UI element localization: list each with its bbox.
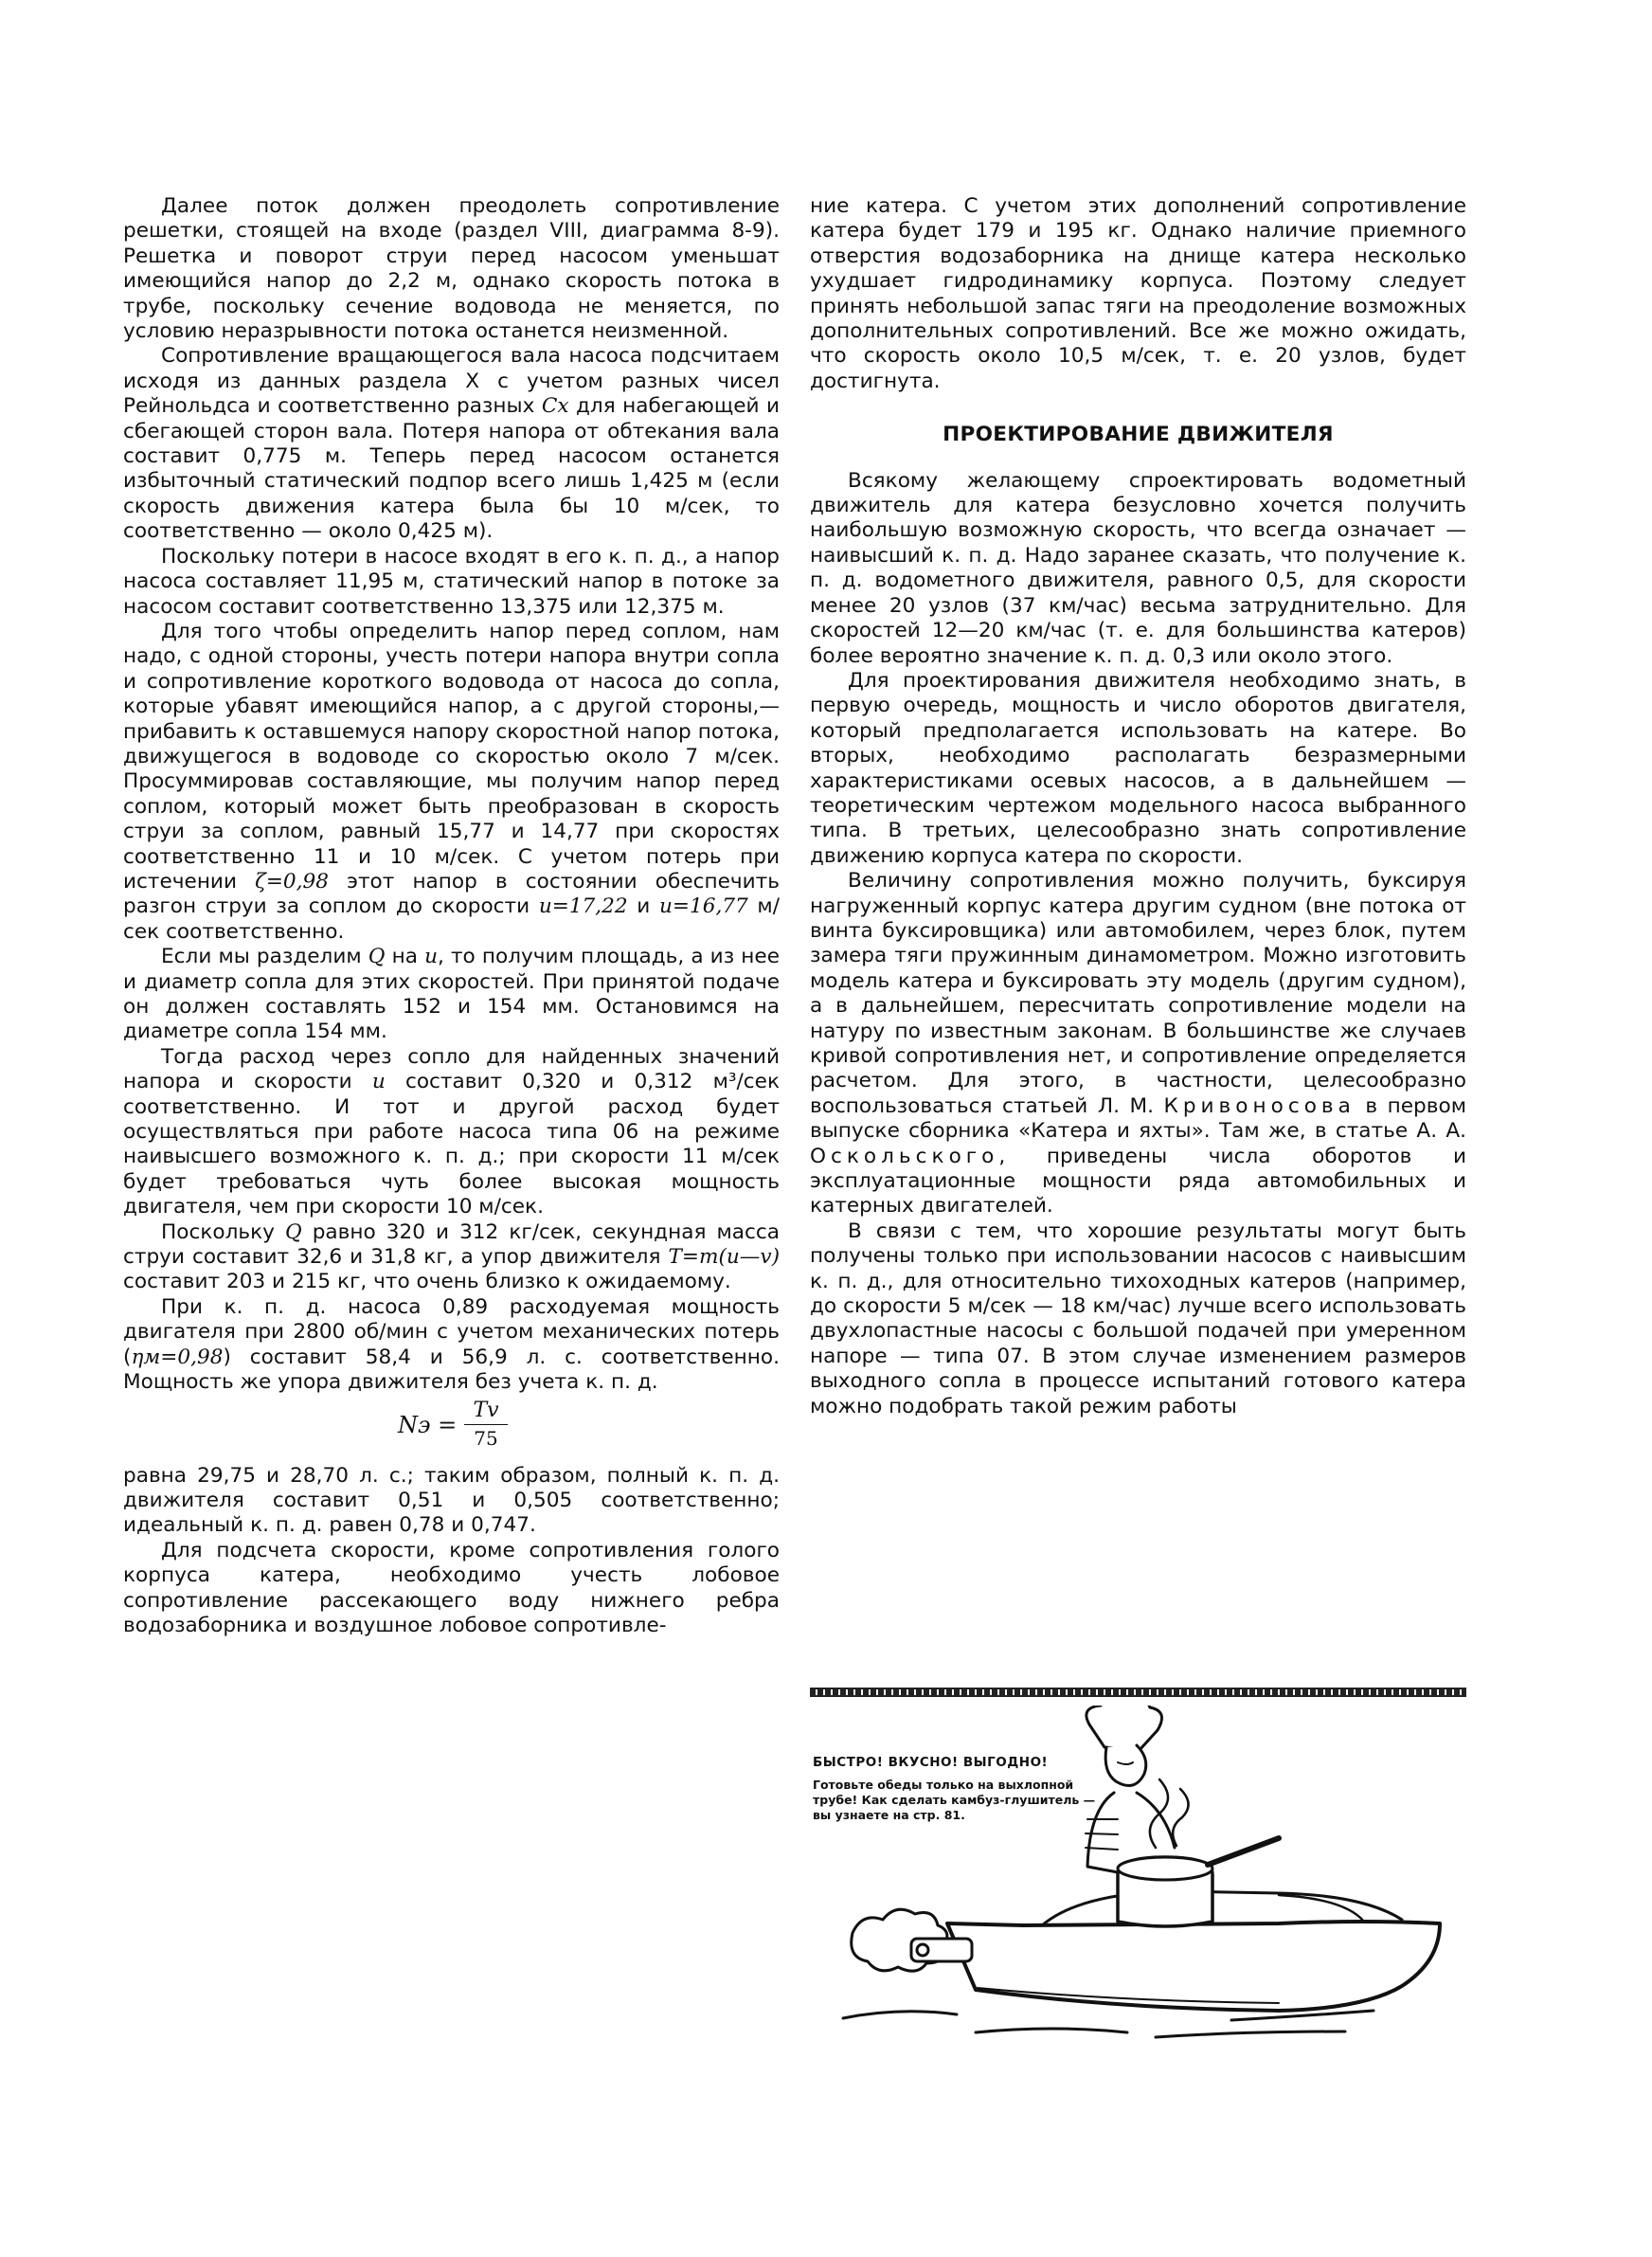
author-name: Кривоносова	[1163, 1093, 1356, 1118]
paragraph: При к. п. д. насоса 0,89 расходуемая мощность двигателя при 2800 об/мин с учетом механических потерь (ηм=0,98) составит 58,4 и 56,9 л. с. соответственно. Мощность же упора движителя без учета к. п. д.	[123, 1294, 780, 1395]
section-heading: ПРОЕКТИРОВАНИЕ ДВИЖИТЕЛЯ	[943, 423, 1334, 447]
paragraph: равна 29,75 и 28,70 л. с.; таким образом, полный к. п. д. движителя составит 0,51 и 0,505 соответственно; идеальный к. п. д. равен 0,78 и 0,747.	[123, 1463, 780, 1538]
paragraph: Поскольку потери в насосе входят в его к. п. д., а напор насоса составляет 11,95 м, статический напор в потоке за насосом составит соответственно 13,375 или 12,375 м.	[123, 544, 780, 619]
formula-numerator: Tv	[464, 1398, 508, 1425]
paragraph: В связи с тем, что хорошие результаты могут быть получены только при использовании насосов с наивысшим к. п. д., для относительно тихоходных катеров (например, до скорости 5 м/сек — 18 км/час) лучше всего использовать двухлопастные насосы с большой подачей при умеренном напоре — типа 07. В этом случае изменением размеров выходного сопла в процессе испытаний готового катера можно подобрать такой режим работы	[810, 1219, 1466, 1418]
math-var: Q	[368, 945, 386, 969]
paragraph: Величину сопротивления можно получить, буксируя нагруженный корпус катера другим судном (вне потока от винта буксировщика) или автомобилем, через блок, путем замера тяги пружинным динамометром. Можно изготовить модель катера и буксировать эту модель (другим судном), а в дальнейшем, пересчитать сопротивление модели на натуру по известным законам. В большинстве же случаев кривой сопротивления нет, и сопротивление определяется расчетом. Для этого, в частности, целесообразно воспользоваться статьей Л. М. Кривоносова в первом выпуске сборника «Катера и яхты». Там же, в статье А. А. Оскольского, приведены числа оборотов и эксплуатационные мощности ряда автомобильных и катерных двигателей.	[810, 869, 1466, 1219]
author-name: Оскольского	[810, 1144, 999, 1168]
paragraph: Далее поток должен преодолеть сопротивление решетки, стоящей на входе (раздел VIII, диаграмма 8-9). Решетка и поворот струи перед насосом уменьшат имеющийся напор до 2,2 м, однако скорость потока в трубе, поскольку сечение водовода не меняется, по условию неразрывности потока останется неизменной.	[123, 194, 780, 344]
math-var: ζ=0,98	[255, 869, 329, 894]
paragraph: Тогда расход через сопло для найденных значений напора и скорости u составит 0,320 и 0,312 м³/сек соответственно. И тот и другой расход будет осуществляться при работе насоса типа 06 на режиме наивысшего возможного к. п. д.; при скорости 11 м/сек будет требоваться чуть более высокая мощность двигателя, чем при скорости 10 м/сек.	[123, 1044, 780, 1219]
math-var: u	[424, 945, 438, 969]
paragraph: Если мы разделим Q на u, то получим площадь, а из нее и диаметр сопла для этих скоростей. При принятой подаче он должен составлять 152 и 154 мм. Остановимся на диаметре сопла 154 мм.	[123, 945, 780, 1044]
math-var: u	[371, 1070, 386, 1094]
paragraph: Сопротивление вращающегося вала насоса подсчитаем исходя из данных раздела X с учетом разных чисел Рейнольдса и соответственно разных Cx для набегающей и сбегающей сторон вала. Потеря напора от обтекания вала составит 0,775 м. Теперь перед насосом останется избыточный статический подпор всего лишь 1,425 м (если скорость движения катера была бы 10 м/сек, то соответственно — около 0,425 м).	[123, 344, 781, 544]
left-column	[123, 194, 780, 1638]
formula-fraction	[464, 1398, 508, 1452]
paragraph: Для подсчета скорости, кроме сопротивления голого корпуса катера, необходимо учесть лобовое сопротивление рассекающего воду нижнего ребра водозаборника и воздушное лобовое сопротивле-	[123, 1538, 780, 1637]
power-formula	[123, 1398, 780, 1458]
paragraph: ние катера. С учетом этих дополнений сопротивление катера будет 179 и 195 кг. Однако наличие приемного отверстия водозаборника на днище катера несколько ухудшает гидродинамику корпуса. Поэтому следует принять небольшой запас тяги на преодоление возможных дополнительных сопротивлений. Все же можно ожидать, что скорость около 10,5 м/сек, т. е. 20 узлов, будет достигнута.	[810, 194, 1466, 393]
illustration-caption	[813, 1755, 1106, 1823]
math-var: ηм=0,98	[131, 1345, 224, 1369]
paragraph: Для проектирования движителя необходимо знать, в первую очередь, мощность и число оборотов двигателя, который предполагается использовать на катере. Во вторых, необходимо располагать безразмерными характеристиками осевых насосов, а в дальнейшем — теоретическим чертежом модельного насоса выбранного типа. В третьих, целесообразно знать сопротивление движению корпуса катера по скорости.	[810, 668, 1466, 868]
formula-denominator: 75	[474, 1426, 498, 1450]
formula-lhs: Nэ =	[398, 1411, 458, 1438]
math-var: Q	[284, 1219, 302, 1244]
divider-rule	[810, 1688, 1466, 1697]
right-column	[810, 194, 1466, 1419]
paragraph: Поскольку Q равно 320 и 312 кг/сек, секундная масса струи составит 32,6 и 31,8 кг, а упор движителя T=m(u—v) составит 203 и 215 кг, что очень близко к ожидаемому.	[123, 1219, 780, 1294]
math-formula: T=m(u—v)	[668, 1245, 780, 1270]
caption-title: БЫСТРО! ВКУСНО! ВЫГОДНО!	[813, 1755, 1049, 1770]
math-var: u=17,22	[538, 894, 628, 919]
caption-text: Готовьте обеды только на выхлопной трубе! Как сделать камбуз-глушитель — вы узнаете на стр. 81.	[813, 1778, 1096, 1822]
math-var: u=16,77	[658, 894, 748, 919]
paragraph: Для того чтобы определить напор перед соплом, нам надо, с одной стороны, учесть потери напора внутри сопла и сопротивление короткого водовода от насоса до сопла, которые убавят имеющийся напор, а с другой стороны,— прибавить к оставшемуся напору скоростной напор потока, движущегося в водоводе со скоростью около 7 м/сек. Просуммировав составляющие, мы получим напор перед соплом, который может быть преобразован в скорость струи за соплом, равный 15,77 и 14,77 при скоростях соответственно 11 и 10 м/сек. С учетом потерь при истечении ζ=0,98 этот напор в состоянии обеспечить разгон струи за соплом до скорости u=17,22 и u=16,77 м/сек соответственно.	[123, 619, 781, 944]
paragraph: Всякому желающему спроектировать водометный движитель для катера безусловно хочется получить наибольшую возможную скорость, что всегда означает — наивысший к. п. д. Надо заранее сказать, что получение к. п. д. водометного движителя, равного 0,5, для скорости менее 20 узлов (37 км/час) весьма затруднительно. Для скоростей 12—20 км/час (т. е. для большинства катеров) более вероятно значение к. п. д. 0,3 или около этого.	[810, 468, 1466, 668]
math-var: Cx	[541, 394, 569, 419]
